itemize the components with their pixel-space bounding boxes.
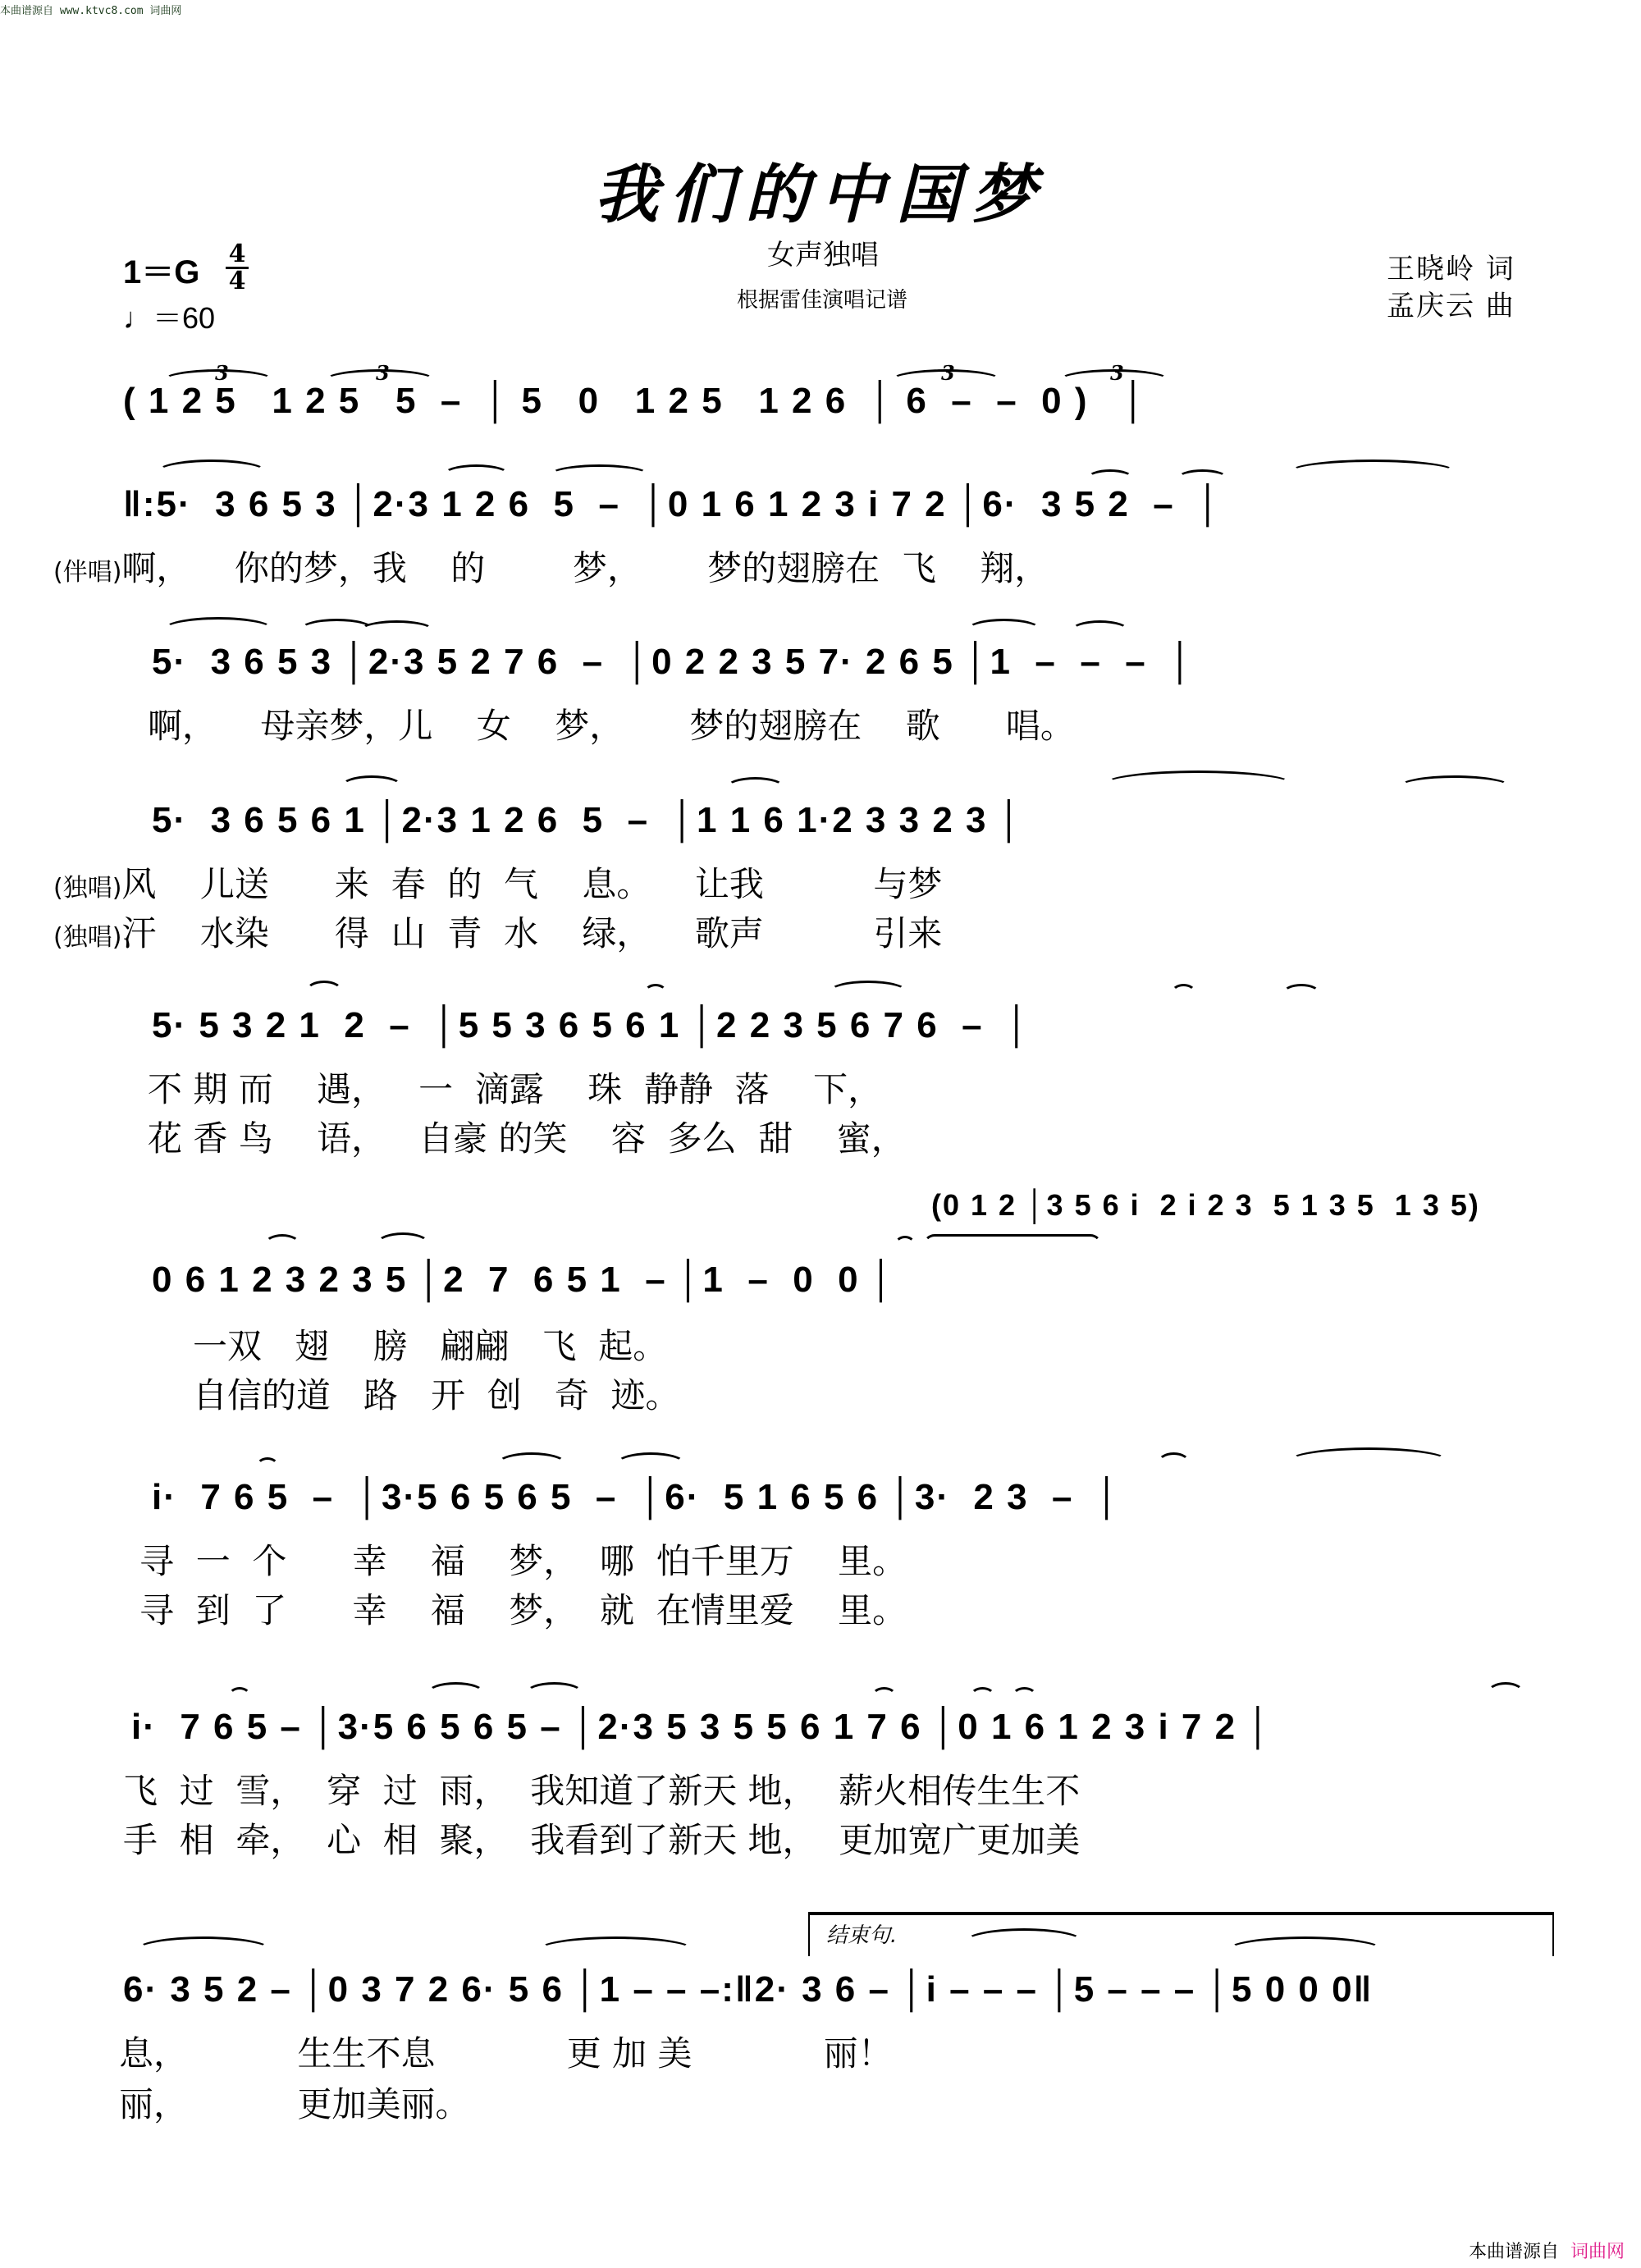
lyric-text: 寻 一 个 幸 福 梦， 哪 怕千里万 里。 bbox=[139, 1541, 907, 1581]
slur bbox=[1171, 984, 1196, 1003]
triplet-mark: 3 bbox=[1110, 361, 1124, 385]
triplet-mark: 3 bbox=[376, 361, 390, 385]
slur bbox=[228, 1687, 251, 1706]
lyrics-verse bbox=[148, 699, 1075, 748]
lyric-text: 飞 过 雪， 穿 过 雨， 我知道了新天 地， 薪火相传生生不 bbox=[123, 1771, 1081, 1811]
slur bbox=[829, 981, 907, 1003]
lyrics-verse-1 bbox=[148, 1063, 882, 1112]
lyric-text: 不 期 而 遇， 一 滴露 珠 静静 落 下， bbox=[148, 1069, 883, 1109]
slur bbox=[537, 1936, 694, 1964]
tie bbox=[923, 1234, 1102, 1255]
lyricist: 王晓岭 词 bbox=[1387, 253, 1515, 286]
notes-line-9: 6· 3 5 2 – │0 3 7 2 6· 5 6 │1 – – –:‖2· 3 6 – │i – – – │5 – – – │5 0 0 0‖ bbox=[123, 1969, 1374, 2010]
time-signature-bottom: 4 bbox=[228, 267, 246, 295]
time-signature-top: 4 bbox=[228, 240, 246, 268]
lyric-text: 啊， 你的梦，我 的 梦， 梦的翅膀在 飞 翔， bbox=[121, 548, 1049, 588]
lyrics-verse-1 bbox=[193, 1319, 667, 1369]
lyrics-verse-2 bbox=[53, 907, 942, 956]
notes-line-7: i· 7 6 5 – │3·5 6 5 6 5 – │6· 5 1 6 5 6 │3· 2 3 – │ bbox=[152, 1477, 1122, 1517]
tempo-marking: ♩＝60 bbox=[123, 301, 216, 335]
slur bbox=[305, 981, 343, 1003]
slur bbox=[525, 1682, 583, 1704]
slur bbox=[1399, 775, 1511, 798]
slur bbox=[443, 464, 510, 485]
lyric-text: 花 香 鸟 语， 自豪 的笑 容 多么 甜 蜜， bbox=[148, 1118, 906, 1159]
triplet-mark: 3 bbox=[215, 361, 229, 385]
composer: 孟庆云 曲 bbox=[1387, 290, 1515, 322]
lyric-text: 一双 翅 膀 翩翩 飞 起。 bbox=[193, 1326, 668, 1366]
slur bbox=[264, 1234, 300, 1255]
footer-watermark bbox=[1469, 2238, 1625, 2263]
song-title: 我们的中国梦 bbox=[593, 158, 1047, 232]
slur bbox=[550, 464, 649, 485]
notes-line-3: 5· 3 6 5 3 │2·3 5 2 7 6 – │0 2 2 3 5 7· 2 6 5 │1 – – – │ bbox=[152, 642, 1195, 682]
slur bbox=[1288, 460, 1457, 485]
key-signature: 1＝G bbox=[123, 254, 200, 290]
lyrics-verse-2 bbox=[123, 1813, 1080, 1863]
slur bbox=[156, 460, 267, 485]
lyrics-verse-2 bbox=[139, 1584, 907, 1633]
slur bbox=[726, 777, 784, 798]
slur bbox=[1012, 1687, 1037, 1706]
lyric-text: 丽， 更加美丽。 bbox=[119, 2084, 470, 2124]
slur bbox=[967, 619, 1041, 641]
slur bbox=[644, 984, 667, 1001]
notes-line-5: 5· 5 3 2 1 2 – │5 5 3 6 5 6 1 │2 2 3 5 6 7 6 – │ bbox=[152, 1005, 1031, 1045]
slur bbox=[1282, 984, 1320, 1003]
notes-line-1: ( 1 2 5 1 2 5 5 – │ 5 0 1 2 5 1 2 6 │ 6 – – 0 ) │ bbox=[123, 381, 1148, 421]
slur bbox=[1288, 1447, 1449, 1475]
slur bbox=[256, 1457, 279, 1476]
footer-text: 本曲谱源自 bbox=[1468, 2242, 1559, 2262]
lyric-text: 寻 到 了 幸 福 梦， 就 在情里爱 里。 bbox=[139, 1590, 907, 1630]
lyrics-verse-2 bbox=[148, 1112, 906, 1161]
lyrics-verse-1 bbox=[139, 1534, 907, 1584]
slur bbox=[894, 1236, 916, 1255]
slur bbox=[162, 617, 274, 642]
slur bbox=[135, 1936, 272, 1964]
lyrics-verse-1 bbox=[119, 2027, 893, 2076]
slur bbox=[964, 1928, 1084, 1955]
time-signature bbox=[226, 240, 249, 295]
watermark-top: 本曲谱源自 www.ktvc8.com 词曲网 bbox=[0, 5, 182, 17]
lyrics-verse-1 bbox=[53, 857, 942, 907]
subtitle: 女声独唱 bbox=[767, 239, 879, 272]
part-label: (独唱) bbox=[53, 874, 122, 903]
slur bbox=[1157, 1452, 1191, 1475]
lyric-text: 自信的道 路 开 创 奇 迹。 bbox=[193, 1375, 680, 1415]
part-label: (独唱) bbox=[53, 923, 122, 952]
slur bbox=[1104, 770, 1293, 798]
lyric-text: 啊， 母亲梦，儿 女 梦， 梦的翅膀在 歌 唱。 bbox=[148, 706, 1075, 746]
slur bbox=[615, 1452, 686, 1476]
ending-bracket bbox=[808, 1912, 1554, 1956]
slur bbox=[1487, 1682, 1524, 1704]
lyrics-verse-1 bbox=[123, 1764, 1080, 1813]
slur bbox=[341, 775, 403, 798]
slur bbox=[376, 1232, 430, 1256]
slur bbox=[496, 1452, 567, 1476]
notes-line-2: ‖:5· 3 6 5 3 │2·3 1 2 6 5 – │0 1 6 1 2 3 i 7 2 │6· 3 5 2 – │ bbox=[123, 484, 1223, 524]
notes-line-6: 0 6 1 2 3 2 3 5 │2 7 6 5 1 – │1 – 0 0 │ bbox=[152, 1260, 896, 1300]
lyric-text: 息， 生生不息 更 加 美 丽！ bbox=[119, 2033, 893, 2074]
slur bbox=[970, 1687, 995, 1706]
lyric-text: 汗 水染 得 山 青 水 绿， 歌声 引来 bbox=[121, 913, 943, 953]
lyrics-verse-2 bbox=[119, 2078, 470, 2127]
notes-line-4: 5· 3 6 5 6 1 │2·3 1 2 6 5 – │1 1 6 1·2 3 3 2 3 │ bbox=[152, 800, 1024, 840]
lyrics-verse bbox=[53, 542, 1049, 591]
footer-site-link[interactable]: 词曲网 bbox=[1570, 2242, 1625, 2262]
slur bbox=[427, 1682, 485, 1704]
part-label: (伴唱) bbox=[53, 558, 122, 587]
notes-line-8: i· 7 6 5 – │3·5 6 5 6 5 – │2·3 5 3 5 5 6 1 7 6 │0 1 6 1 2 3 i 7 2 │ bbox=[131, 1707, 1273, 1747]
slur bbox=[871, 1687, 897, 1706]
slur bbox=[1227, 1936, 1383, 1964]
lyric-text: 风 儿送 来 春 的 气 息。 让我 与梦 bbox=[121, 864, 943, 904]
triplet-mark: 3 bbox=[941, 361, 955, 385]
slur bbox=[359, 620, 434, 641]
source-note: 根据雷佳演唱记谱 bbox=[737, 288, 908, 313]
lyrics-verse-2 bbox=[193, 1369, 680, 1418]
ending-label: 结束句. bbox=[826, 1923, 898, 1948]
slur bbox=[1071, 620, 1129, 641]
lyric-text: 手 相 牵， 心 相 聚， 我看到了新天 地， 更加宽广更加美 bbox=[123, 1820, 1081, 1860]
interlude-notes: (0 1 2 │3 5 6 i 2 i 2 3 5 1 3 5 1 3 5) bbox=[931, 1188, 1480, 1222]
